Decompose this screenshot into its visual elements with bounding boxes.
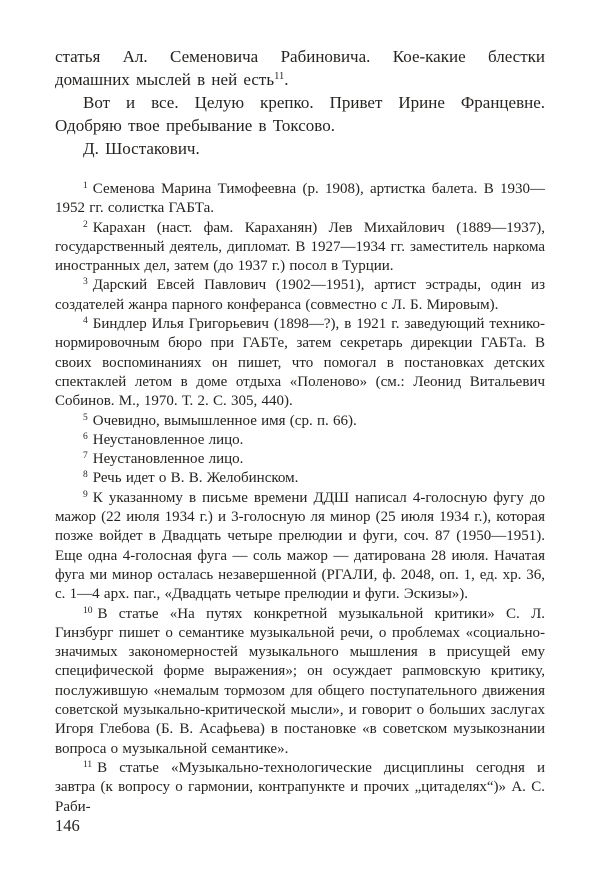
footnote-text: Очевидно, вымышленное имя (ср. п. 66).: [92, 412, 357, 429]
footnote-number: 9: [83, 489, 88, 500]
footnote-3: [55, 276, 545, 315]
footnote-number: 6: [83, 431, 88, 442]
footnote-number: 3: [83, 277, 88, 288]
footnote-number: 10: [83, 605, 93, 616]
footnotes-section: [55, 180, 545, 817]
footnote-text: В статье «На путях конкретной музыкальной критики» С. Л. Гинзбург пишет о семантике музыкальной речи, о проблемах «социально-значимых закономерностей музыкального мышления в присущей ему специфической форме выражения»; он осуждает рапмовскую критику, послужившую «немалым тормозом для общего поступательного движения советской музыкально-критической мысли», и говорит о больших заслугах Игоря Глебова (Б. В. Асафьева) в постановке «в советском музыкознании вопроса о музыкальной семантике».: [55, 605, 545, 757]
footnote-number: 2: [83, 219, 88, 230]
footnote-reference-11: 11: [274, 71, 285, 82]
page-number: 146: [55, 816, 80, 835]
footnote-text: Семенова Марина Тимофеевна (р. 1908), артистка балета. В 1930—1952 гг. солистка ГАБТа.: [55, 181, 545, 217]
footnote-9: [55, 489, 545, 605]
footnote-number: 11: [83, 759, 93, 770]
letter-paragraph-text: статья Ал. Семеновича Рабиновича. Кое-какие блестки домашних мыслей в ней есть: [55, 47, 545, 89]
footnote-text: В статье «Музыкально-технологические дисциплины сегодня и завтра (к вопросу о гармонии, контрапункте и прочих „цитаделях“)» А. С. Раби-: [55, 759, 545, 815]
letter-closing-text: Вот и все. Целую крепко. Привет Ирине Францевне. Одобряю твое пребывание в Токсово.: [55, 93, 545, 135]
footnote-text: Карахан (наст. фам. Караханян) Лев Михайлович (1889—1937), государственный деятель, дипломат. В 1927—1934 гг. заместитель наркома иностранных дел, затем (до 1937 г.) посол в Турции.: [55, 219, 545, 275]
footnote-number: 5: [83, 412, 88, 423]
footnote-number: 7: [83, 451, 88, 462]
footnote-number: 8: [83, 470, 88, 481]
footnote-text: Неустановленное лицо.: [92, 431, 244, 448]
footnote-2: [55, 219, 545, 277]
footnote-text: Неустановленное лицо.: [92, 451, 244, 468]
letter-body: [55, 45, 545, 160]
letter-signature: [55, 137, 545, 160]
footnote-10: [55, 605, 545, 759]
footnote-number: 1: [83, 181, 88, 191]
footnote-8: [55, 469, 545, 488]
letter-paragraph-continuation: [55, 45, 545, 91]
footnote-number: 4: [83, 316, 88, 327]
signature-text: Д. Шостакович.: [83, 139, 200, 158]
footnote-text: К указанному в письме времени ДДШ написал 4-голосную фугу до мажор (22 июля 1934 г.) и 3-голосную ля минор (25 июля 1934 г.), которая позже войдет в Двадцать четыре прелюдии и фуги, соч. 87 (1950—1951). Еще одна 4-голосная фуга — соль мажор — датирована 28 июля. Начатая фуга ми минор осталась незавершенной (РГАЛИ, ф. 2048, оп. 1, ед. хр. 36, с. 1—4 арх. паг., «Двадцать четыре прелюдии и фуги. Эскизы»).: [55, 489, 545, 603]
footnote-4: [55, 315, 545, 411]
footnote-6: [55, 431, 545, 450]
footnote-1: [55, 180, 545, 219]
footnote-11: [55, 759, 545, 817]
footnote-text: Биндлер Илья Григорьевич (1898—?), в 1921 г. заведующий технико-нормировочным бюро при ГАБТе, затем секретарь дирекции ГАБТа. В своих воспоминаниях он пишет, что помогал в постановках детских спектаклей летом в доме отдыха «Поленово» (см.: Леонид Витальевич Собинов. М., 1970. Т. 2. С. 305, 440).: [55, 316, 545, 410]
footnote-7: [55, 450, 545, 469]
footnote-5: [55, 412, 545, 431]
footnote-text: Речь идет о В. В. Желобинском.: [92, 470, 299, 487]
letter-paragraph-tail: .: [284, 70, 289, 89]
letter-paragraph-closing: [55, 91, 545, 137]
footnote-text: Дарский Евсей Павлович (1902—1951), артист эстрады, один из создателей жанра парного конферанса (совместно с Л. Б. Мировым).: [55, 277, 545, 313]
